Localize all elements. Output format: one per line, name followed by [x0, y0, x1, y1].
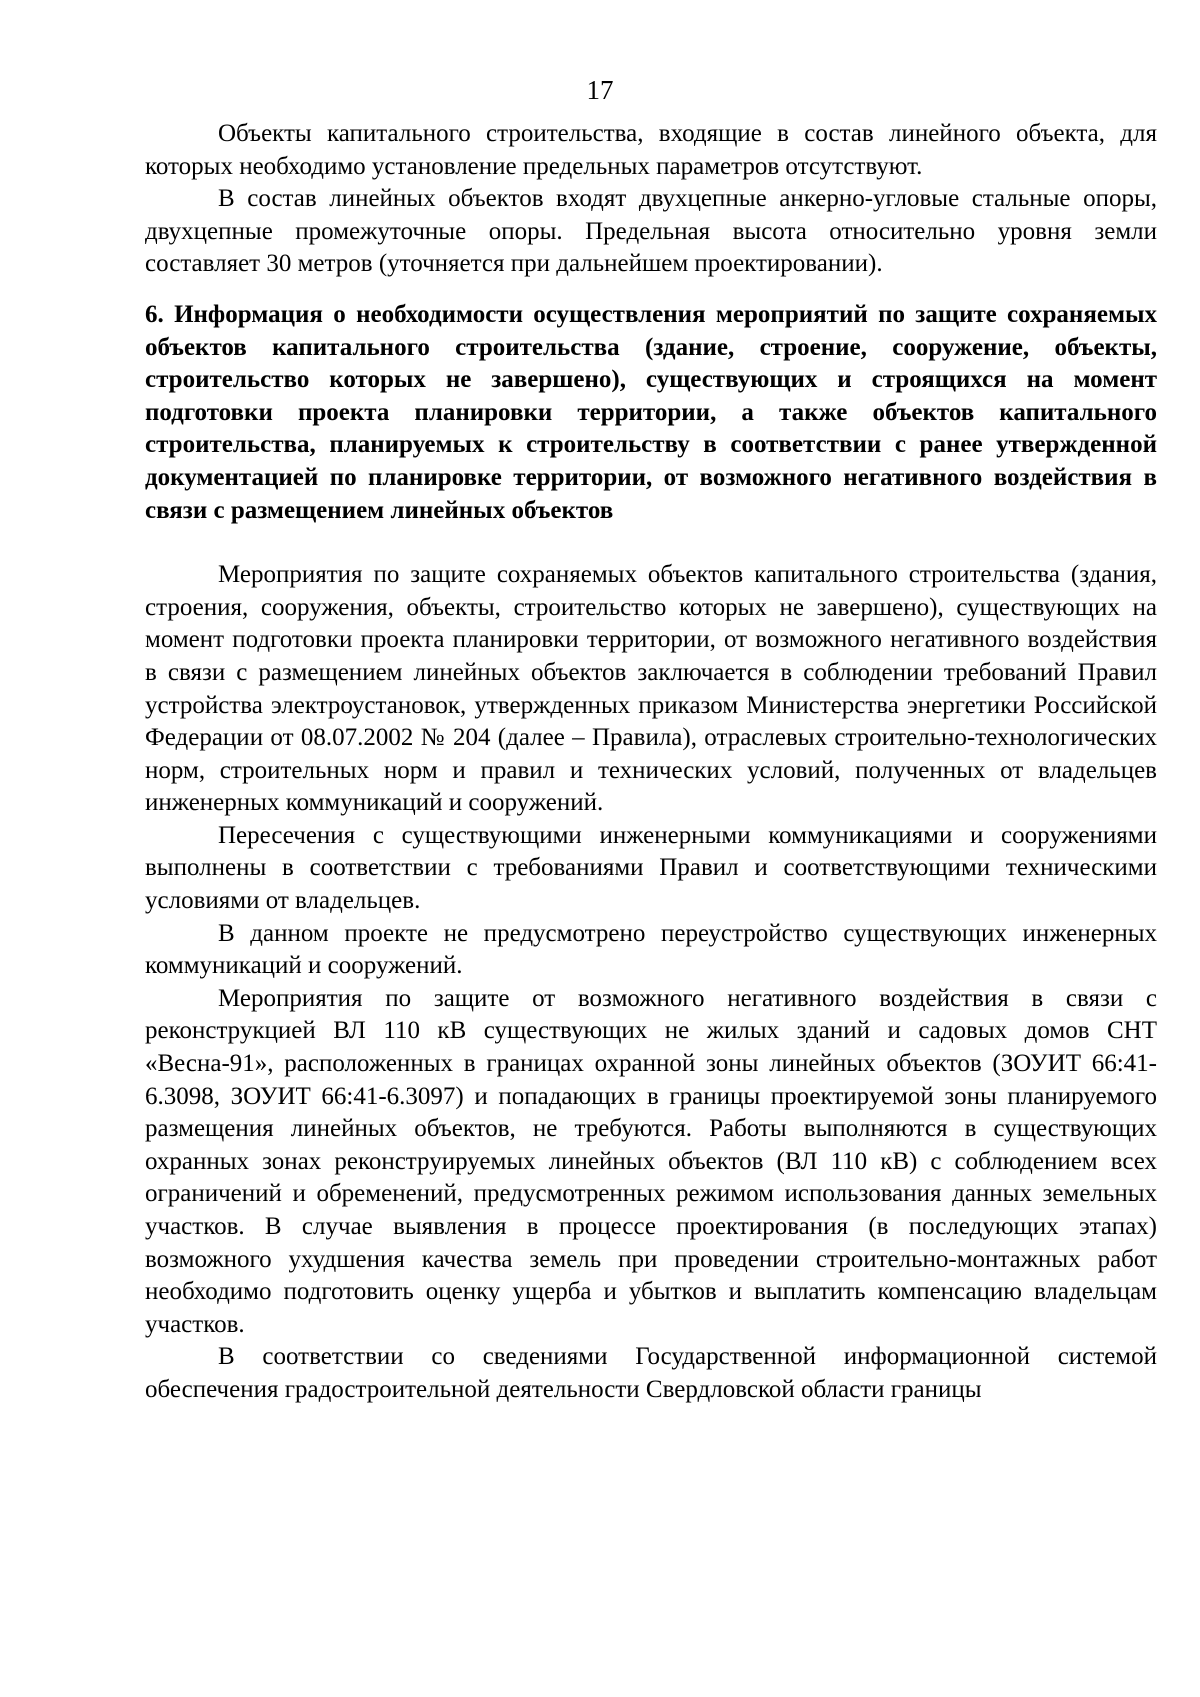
spacer	[145, 527, 1157, 559]
paragraph: Мероприятия по защите от возможного негативного воздействия в связи с реконструкцией ВЛ 110 кВ существующих не жилых зданий и садовых домов СНТ «Весна-91», расположенных в границах охранной зоны линейных объектов (ЗОУИТ 66:41-6.3098, ЗОУИТ 66:41-6.3097) и попадающих в границы проектируемой зоны планируемого размещения линейных объектов, не требуются. Работы выполняются в существующих охранных зонах реконструируемых линейных объектов (ВЛ 110 кВ) с соблюдением всех ограничений и обременений, предусмотренных режимом использования данных земельных участков. В случае выявления в процессе проектирования (в последующих этапах) возможного ухудшения качества земель при проведении строительно-монтажных работ необходимо подготовить оценку ущерба и убытков и выплатить компенсацию владельцам участков.	[145, 984, 1157, 1338]
paragraph: Пересечения с существующими инженерными коммуникациями и сооружениями выполнены в соответствии с требованиями Правил и соответствующими техническими условиями от владельцев.	[145, 821, 1157, 915]
paragraph: Объекты капитального строительства, входящие в состав линейного объекта, для которых необходимо установление предельных параметров отсутствуют.	[145, 120, 1157, 180]
paragraph: В состав линейных объектов входят двухцепные анкерно-угловые стальные опоры, двухцепные промежуточные опоры. Предельная высота относительно уровня земли составляет 30 метров (уточняется при дальнейшем проектировании).	[145, 185, 1157, 278]
section-heading: 6. Информация о необходимости осуществления мероприятий по защите сохраняемых объектов капитального строительства (здание, строение, сооружение, объекты, строительство которых не завершено), существующих и строящихся на момент подготовки проекта планировки территории, а также объектов капитального строительства, планируемых к строительству в соответствии с ранее утвержденной документацией по планировке территории, от возможного негативного воздействия в связи с размещением линейных объектов	[145, 300, 1157, 524]
paragraph: В данном проекте не предусмотрено переустройство существующих инженерных коммуникаций и сооружений.	[145, 919, 1157, 980]
document-body	[145, 118, 1157, 1407]
page-number: 17	[586, 75, 614, 105]
paragraph: Мероприятия по защите сохраняемых объектов капитального строительства (здания, строения, сооружения, объекты, строительство которых не завершено), существующих на момент подготовки проекта планировки территории, от возможного негативного воздействия в связи с размещением линейных объектов заключается в соблюдении требований Правил устройства электроустановок, утвержденных приказом Министерства энергетики Российской Федерации от 08.07.2002 № 204 (далее – Правила), отраслевых строительно-технологических норм, строительных норм и правил и технических условий, полученных от владельцев инженерных коммуникаций и сооружений.	[145, 561, 1157, 817]
paragraph: В соответствии со сведениями Государственной информационной системой обеспечения градостроительной деятельности Свердловской области границы	[145, 1343, 1157, 1403]
